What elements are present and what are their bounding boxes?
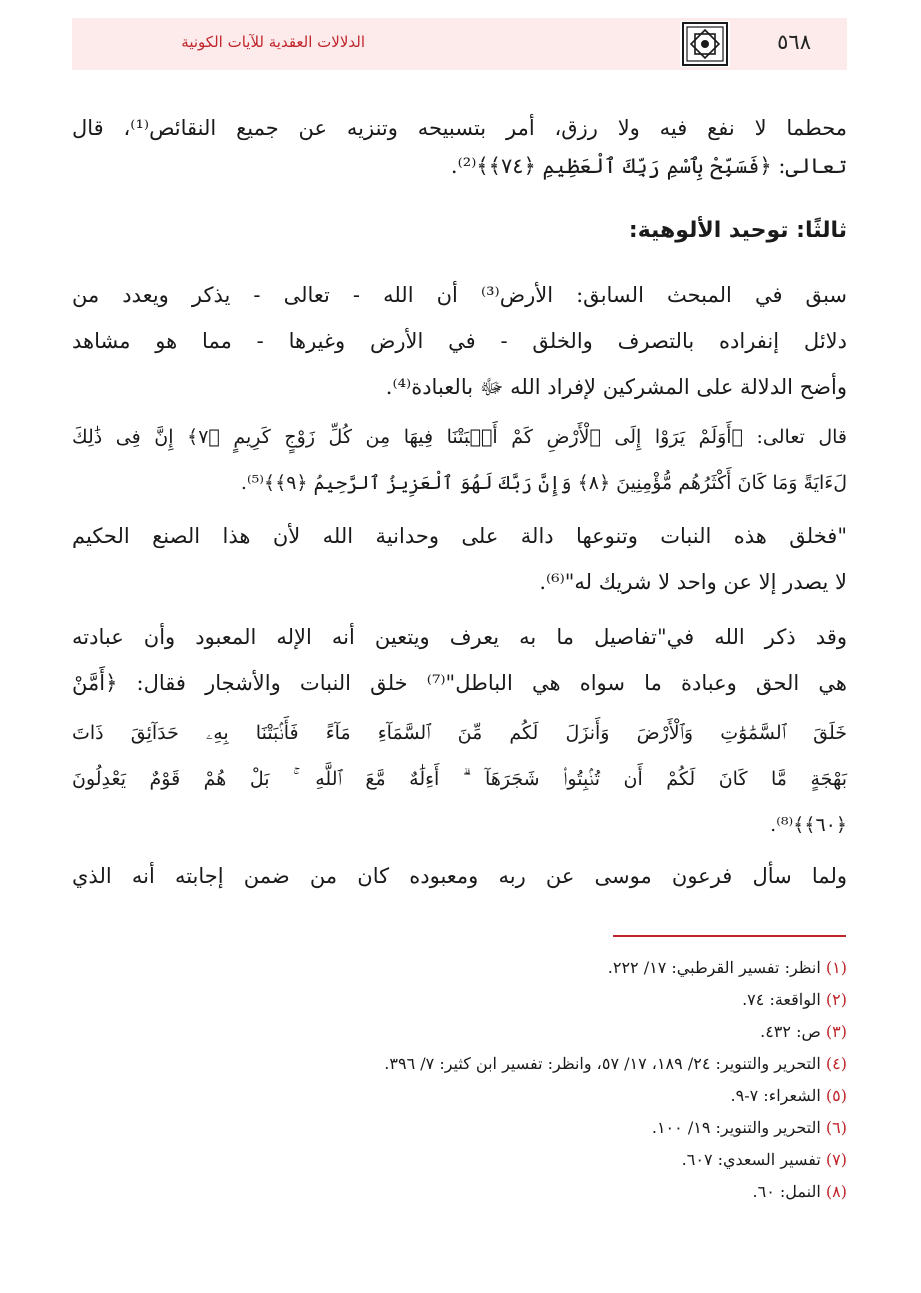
footnote xyxy=(742,986,847,1014)
quran-line: لَءَايَةً وَمَا كَانَ أَكْثَرُهُم مُّؤْمِنِينَ ﴿٨﴾ وَإِنَّ رَبَّكَ لَهُوَ ٱلْعَزِيزُ ٱلرَّحِيمُ ﴿٩﴾﴾⁽⁵⁾. xyxy=(240,472,847,494)
body-line: تعالى: ﴿فَسَبِّحْ بِٱسْمِ رَبِّكَ ٱلْعَظِيمِ ﴿٧٤﴾﴾⁽²⁾. xyxy=(450,154,847,178)
page-header xyxy=(72,18,847,70)
body-line: لا يصدر إلا عن واحد لا شريك له"⁽⁶⁾. xyxy=(539,570,847,594)
footnote-text: تفسير السعدي: ٦٠٧. xyxy=(681,1150,821,1169)
footnote-number: (١) xyxy=(825,958,847,977)
footnote-text: انظر: تفسير القرطبي: ١٧/ ٢٢٢. xyxy=(607,958,821,977)
body-line: وأضح الدلالة على المشركين لإفراد الله ﷻ بالعبادة⁽⁴⁾. xyxy=(385,375,847,399)
ornament-icon xyxy=(680,21,730,67)
footnote-text: الواقعة: ٧٤. xyxy=(742,990,821,1009)
body-line: دلائل إنفراده بالتصرف والخلق - في الأرض وغيرها - مما هو مشاهد xyxy=(72,329,847,353)
footnote xyxy=(753,1178,847,1206)
footnote-text: ص: ٤٣٢. xyxy=(760,1022,821,1041)
page-number: ٥٦٨ xyxy=(777,30,811,54)
running-title: الدلالات العقدية للآيات الكونية xyxy=(181,33,365,51)
body-line: محطما لا نفع فيه ولا رزق، أمر بتسبيحه وتنزيه عن جميع النقائص⁽¹⁾، قال xyxy=(72,116,847,140)
footnote-number: (٨) xyxy=(825,1182,847,1201)
body-line: "فخلق هذه النبات وتنوعها دالة على وحدانية الله لأن هذا الصنع الحكيم xyxy=(72,524,847,548)
body-line: ولما سأل فرعون موسى عن ربه ومعبوده كان من ضمن إجابته أنه الذي xyxy=(72,864,847,888)
footnote-text: التحرير والتنوير: ١٩/ ١٠٠. xyxy=(651,1118,821,1137)
footnote-number: (٣) xyxy=(825,1022,847,1041)
footnote-number: (٢) xyxy=(825,990,847,1009)
quran-line: ﴿٦٠﴾﴾⁽⁸⁾. xyxy=(770,814,847,836)
footnote xyxy=(731,1082,847,1110)
footnote-text: الشعراء: ٧-٩. xyxy=(730,1086,821,1105)
quran-line: خَلَقَ ٱلسَّمَٰوَٰتِ وَٱلْأَرْضَ وَأَنزَلَ لَكُم مِّنَ ٱلسَّمَآءِ مَآءً فَأَنۢبَتْنَا بِهِۦ حَدَآئِقَ ذَاتَ xyxy=(72,722,847,744)
footnote xyxy=(760,1018,847,1046)
body-line: وقد ذكر الله في"تفاصيل ما به يعرف ويتعين أنه الإله المعبود وأن عبادته xyxy=(72,625,847,649)
footnote-number: (٥) xyxy=(825,1086,847,1105)
footnote-number: (٦) xyxy=(825,1118,847,1137)
footnote-number: (٤) xyxy=(825,1054,847,1073)
footnote-separator xyxy=(613,935,846,937)
body-line: هي الحق وعبادة ما سواه هي الباطل"⁽⁷⁾ خلق النبات والأشجار فقال: ﴿أَمَّنْ xyxy=(72,671,847,695)
footnote xyxy=(384,1050,847,1078)
footnote-text: النمل: ٦٠. xyxy=(752,1182,821,1201)
quran-line: قال تعالى: ﴿أَوَلَمْ يَرَوْا إِلَى ٱلْأَرْضِ كَمْ أَنۢبَتْنَا فِيهَا مِن كُلِّ زَوْجٍ كَرِيمٍ ﴿٧﴾ إِنَّ فِى ذَٰلِكَ xyxy=(72,426,847,448)
body-line: سبق في المبحث السابق: الأرض⁽³⁾ أن الله - تعالى - يذكر ويعدد من xyxy=(72,283,848,307)
section-heading: ثالثًا: توحيد الألوهية: xyxy=(628,218,847,243)
footnote xyxy=(608,954,847,982)
footnote xyxy=(652,1114,847,1142)
footnote-text: التحرير والتنوير: ٢٤/ ١٨٩، ١٧/ ٥٧، وانظر: تفسير ابن كثير: ٧/ ٣٩٦. xyxy=(384,1054,821,1073)
footnote xyxy=(682,1146,847,1174)
quran-line: بَهْجَةٍ مَّا كَانَ لَكُمْ أَن تُنۢبِتُوا۟ شَجَرَهَآ ۗ أَءِلَٰهٌ مَّعَ ٱللَّهِ ۚ بَلْ هُمْ قَوْمٌ يَعْدِلُونَ xyxy=(72,768,847,790)
footnote-number: (٧) xyxy=(825,1150,847,1169)
